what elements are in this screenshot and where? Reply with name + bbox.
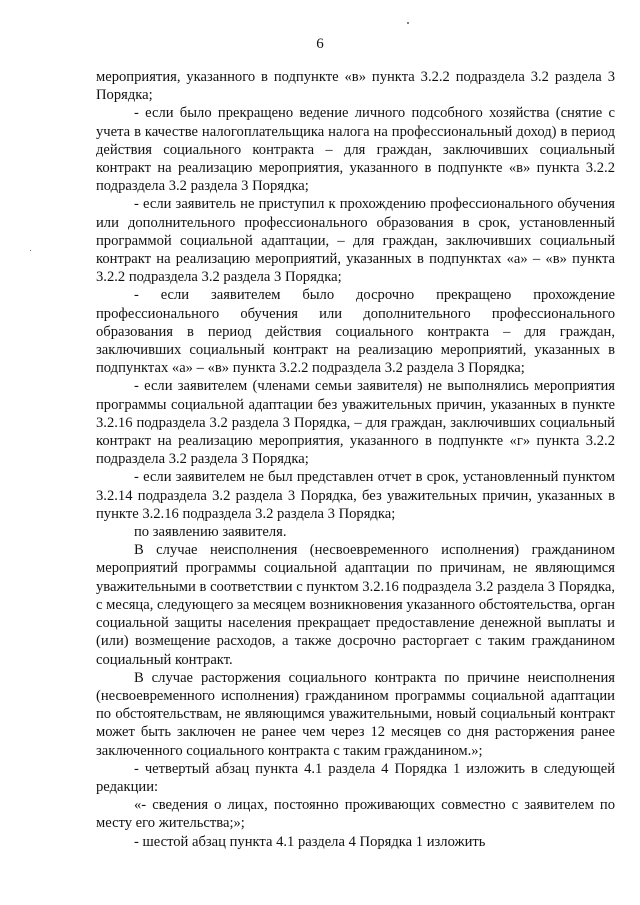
paragraph: мероприятия, указанного в подпункте «в» пункта 3.2.2 подраздела 3.2 раздела 3 Порядка;	[96, 69, 615, 104]
paragraph: - если заявитель не приступил к прохождению профессионального обучения или дополнительного профессионального образования в срок, установленный программой социальной адаптации, – для граждан, заключивших социальный контракт на реализацию мероприятий, указанных в подпунктах «а» – «в» пункта 3.2.2 подраздела 3.2 раздела 3 Порядка;	[96, 196, 615, 286]
document-body	[96, 68, 615, 851]
paragraph: - если заявителем не был представлен отчет в срок, установленный пунктом 3.2.14 подраздела 3.2 раздела 3 Порядка, без уважительных причин, указанных в пункте 3.2.16 подраздела 3.2 раздела 3 Порядка;	[96, 469, 615, 522]
page-number: 6	[316, 36, 324, 52]
scan-speck	[407, 22, 409, 24]
paragraph: - если было прекращено ведение личного подсобного хозяйства (снятие с учета в качестве налогоплательщика налога на профессиональный доход) в период действия социального контракта – для граждан, заключивших социальный контракт на реализацию мероприятия, указанного в подпункте «в» пункта 3.2.2 подраздела 3.2 раздела 3 Порядка;	[96, 105, 615, 195]
scan-speck	[30, 250, 31, 251]
paragraph: - если заявителем было досрочно прекращено прохождение профессионального обучения или дополнительного профессионального образования в период действия социального контракта – для граждан, заключивших социальный контракт на реализацию мероприятий, указанных в подпунктах «а» – «в» пункта 3.2.2 подраздела 3.2 раздела 3 Порядка;	[96, 287, 615, 377]
paragraph: В случае расторжения социального контракта по причине неисполнения (несвоевременного исполнения) гражданином программы социальной адаптации по обстоятельствам, не являющимся уважительными, новый социальный контракт может быть заключен не ранее чем через 12 месяцев со дня расторжения ранее заключенного социального контракта с таким гражданином.»;	[96, 669, 615, 759]
paragraph: по заявлению заявителя.	[134, 524, 287, 541]
paragraph: - четвертый абзац пункта 4.1 раздела 4 Порядка 1 изложить в следующей редакции:	[96, 760, 615, 795]
paragraph: «- сведения о лицах, постоянно проживающих совместно с заявителем по месту его жительства;»;	[96, 797, 615, 832]
paragraph: - шестой абзац пункта 4.1 раздела 4 Порядка 1 изложить	[134, 833, 486, 850]
paragraph: - если заявителем (членами семьи заявителя) не выполнялись мероприятия программы социальной адаптации без уважительных причин, указанных в пункте 3.2.16 подраздела 3.2 раздела 3 Порядка, – для граждан, заключивших социальный контракт на реализацию мероприятия, указанного в подпункте «г» пункта 3.2.2 подраздела 3.2 раздела 3 Порядка;	[96, 378, 615, 468]
paragraph: В случае неисполнения (несвоевременного исполнения) гражданином мероприятий программы социальной адаптации по причинам, не являющимся уважительными в соответствии с пунктом 3.2.16 подраздела 3.2 раздела 3 Порядка, с месяца, следующего за месяцем возникновения указанного обстоятельства, орган социальной защиты населения прекращает предоставление денежной выплаты и (или) возмещение расходов, а также досрочно расторгает с таким гражданином социальный контракт.	[96, 542, 615, 668]
